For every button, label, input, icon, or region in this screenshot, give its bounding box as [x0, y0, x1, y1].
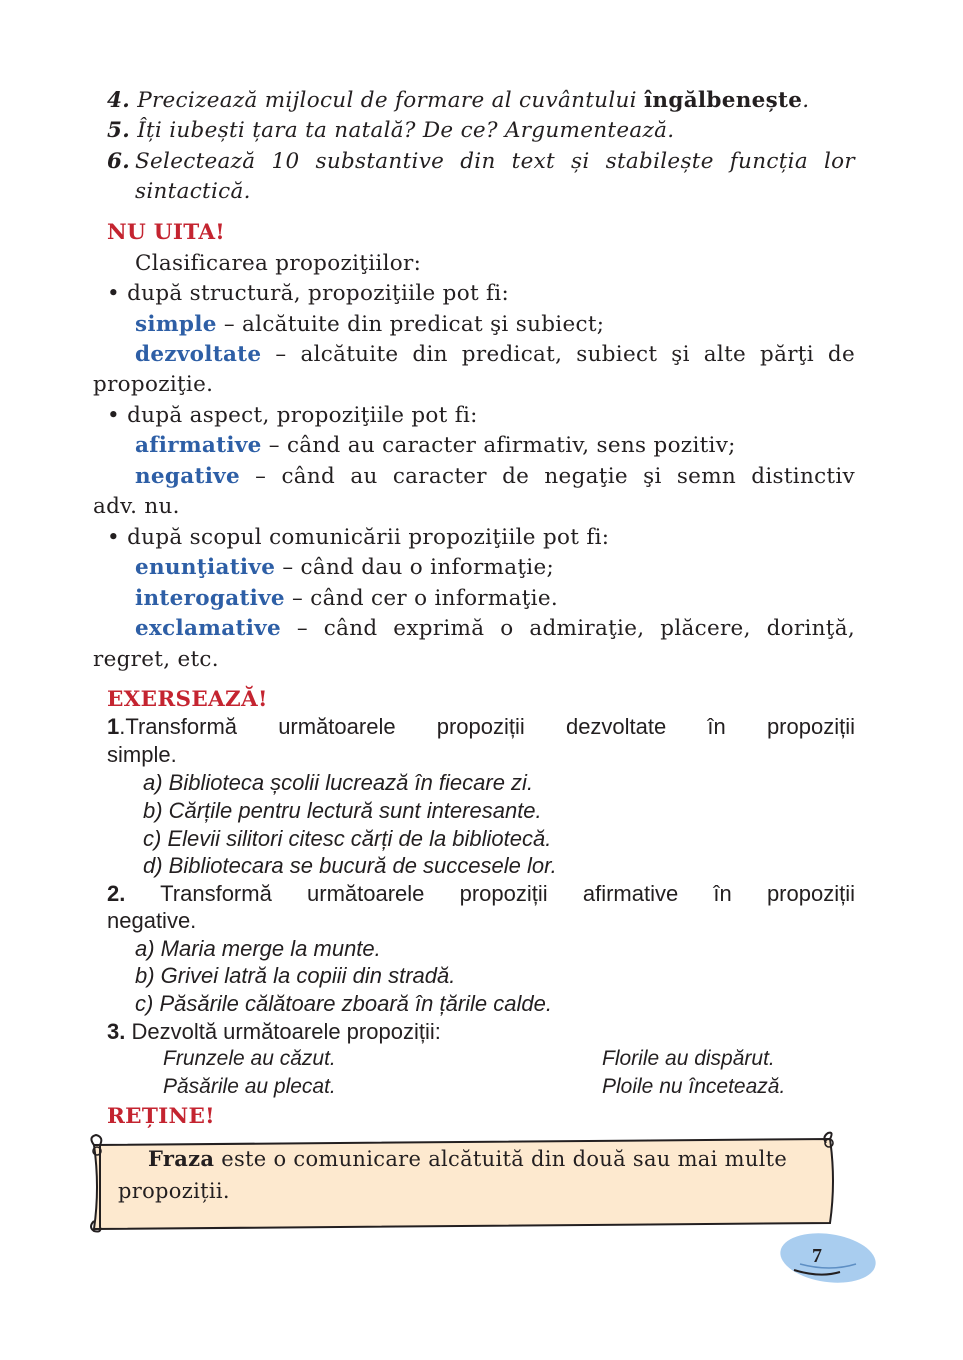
- scope-bullet: • după scopul comunicării propoziţiile pot fi:: [107, 525, 610, 550]
- nu-uita-heading: NU UITA!: [107, 220, 226, 245]
- exercise-3-sentence: Păsările au plecat.: [163, 1075, 336, 1098]
- term-enuntiative: enunţiative: [135, 555, 276, 580]
- exercise-number: 2.: [107, 881, 126, 906]
- exercise-3-sentence: Ploile nu încetează.: [602, 1075, 786, 1098]
- exercise-2-text-2: negative.: [107, 908, 197, 933]
- exercise-text: Dezvoltă următoarele propoziții:: [125, 1019, 441, 1044]
- aspect-bullet: • după aspect, propoziţiile pot fi:: [107, 403, 478, 428]
- definition-text: – când exprimă o admiraţie, plăcere, dorinţă,: [280, 616, 855, 641]
- afirmative-definition: [135, 431, 736, 461]
- exercise-2-item: b) Grivei latră la copiii din stradă.: [135, 963, 456, 988]
- question-end: .: [802, 88, 810, 113]
- exercise-text: Transformă următoarele propoziții afirmative în propoziții: [125, 881, 855, 906]
- question-5: [107, 116, 674, 146]
- negative-definition: [135, 462, 855, 492]
- retine-heading: REȚINE!: [107, 1104, 215, 1129]
- exercise-3: [107, 1018, 441, 1046]
- exercise-1-text-2: simple.: [107, 742, 177, 767]
- exercise-text: .Transformă următoarele propoziții dezvoltate în propoziții: [119, 714, 855, 739]
- enuntiative-definition: [135, 553, 554, 583]
- classification-intro: Clasificarea propoziţiilor:: [135, 251, 422, 276]
- question-number: 4.: [107, 88, 131, 113]
- term-dezvoltate: dezvoltate: [135, 342, 262, 367]
- dezvoltate-definition: [135, 340, 855, 370]
- definition-text: – când au caracter afirmativ, sens pozitiv;: [261, 433, 736, 458]
- simple-definition: [135, 310, 604, 340]
- page-number: 7: [812, 1245, 822, 1267]
- negative-definition-2: adv. nu.: [93, 494, 180, 519]
- exercise-2-item: c) Păsările călătoare zboară în țările calde.: [135, 991, 552, 1016]
- question-6-text-2: sintactică.: [135, 179, 251, 204]
- exclamative-definition: [135, 614, 855, 644]
- exercise-3-sentence: Florile au dispărut.: [602, 1047, 775, 1070]
- definition-text: – când cer o informaţie.: [284, 586, 558, 611]
- term-negative: negative: [135, 464, 240, 489]
- exerseaza-heading: EXERSEAZĂ!: [107, 687, 268, 712]
- retine-definition: [118, 1143, 820, 1207]
- exclamative-definition-2: regret, etc.: [93, 647, 219, 672]
- dezvoltate-definition-2: propoziţie.: [93, 372, 214, 397]
- question-text: Precizează mijlocul de formare al cuvântului: [137, 88, 644, 113]
- exercise-3-sentence: Frunzele au căzut.: [163, 1047, 336, 1070]
- term-exclamative: exclamative: [135, 616, 281, 641]
- exercise-1-item: a) Biblioteca școlii lucrează în fiecare zi.: [143, 770, 534, 795]
- exercise-number: 1: [107, 714, 120, 739]
- structure-bullet: • după structură, propoziţiile pot fi:: [107, 281, 510, 306]
- definition-text: – când au caracter de negaţie şi semn distinctiv: [239, 464, 855, 489]
- question-bold-word: îngălbenește: [643, 88, 803, 113]
- question-number: 6.: [107, 149, 131, 174]
- page-number-badge: [770, 1228, 880, 1290]
- exercise-1-item: b) Cărțile pentru lectură sunt interesante.: [143, 798, 542, 823]
- question-number: 5.: [107, 118, 131, 143]
- question-4: [107, 86, 809, 116]
- question-6-text: Selectează 10 substantive din text și stabilește funcția lor: [135, 149, 855, 174]
- interogative-definition: [135, 584, 558, 614]
- definition-text: – alcătuite din predicat, subiect şi alte părţi de: [261, 342, 855, 367]
- question-text: Îți iubești țara ta natală? De ce? Argumentează.: [137, 118, 675, 143]
- exercise-2-item: a) Maria merge la munte.: [135, 936, 381, 961]
- term-simple: simple: [135, 312, 217, 337]
- term-afirmative: afirmative: [135, 433, 262, 458]
- question-6: [107, 147, 130, 177]
- definition-text: – când dau o informaţie;: [275, 555, 555, 580]
- term-fraza: Fraza: [148, 1146, 215, 1171]
- exercise-1: [107, 713, 855, 741]
- definition-text: – alcătuite din predicat şi subiect;: [216, 312, 605, 337]
- exercise-number: 3.: [107, 1019, 126, 1044]
- exercise-1-item: d) Bibliotecara se bucură de succesele lor.: [143, 853, 557, 878]
- definition-text: este o comunicare alcătuită din două sau mai multe propoziții.: [118, 1147, 788, 1203]
- exercise-2: [107, 880, 855, 908]
- exercise-1-item: c) Elevii silitori citesc cărți de la bibliotecă.: [143, 826, 552, 851]
- term-interogative: interogative: [135, 586, 285, 611]
